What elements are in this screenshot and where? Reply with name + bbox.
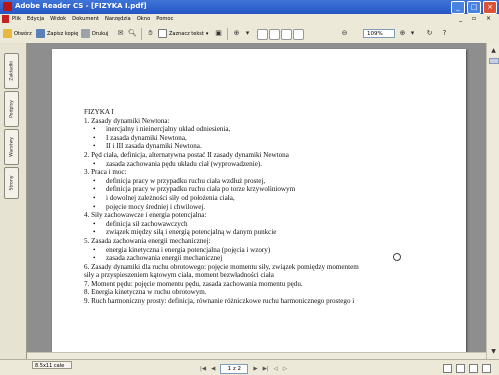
text-line: 1. Zasady dynamiki Newtona: [84,116,170,125]
rotate-icon[interactable]: ↻ [426,29,433,37]
select-text-button[interactable] [158,28,208,39]
menu-help[interactable]: Pomoc [156,16,174,22]
text-line: 2. Pęd ciała, definicja, alternatywna postać II zasady dynamiki Newtona [84,150,289,159]
bullet-item: • II i III zasada dynamiki Newtona. [84,142,359,151]
zoom-menu-icon[interactable]: ▾ [410,29,415,37]
text-line: 5. Zasada zachowania energii mechanicznej: [84,236,211,245]
minimize-button[interactable]: _ [451,1,465,14]
menu-view[interactable]: Widok [50,16,67,22]
bullet-item: • pojęcie mocy średniej i chwilowej. [84,203,359,212]
scroll-down-icon[interactable]: ▼ [491,348,496,355]
bullet-item: • inercjalny i nieinercjalny układ odniesienia, [84,125,359,134]
text-line: 3. Praca i moc: [84,168,127,177]
document-view[interactable] [27,43,486,359]
bullet-item: • zasada zachowania energii mechanicznej [84,254,359,263]
pdf-page [52,49,466,359]
page-size-indicator: 8.5x11 cale [32,361,72,369]
text-line: FIZYKA I [84,108,114,116]
facing-icon[interactable] [469,364,478,373]
help-icon[interactable]: ? [442,29,447,37]
status-bar [0,359,499,375]
page-navigation [200,364,287,374]
fit-visible-icon[interactable] [293,29,304,40]
bullet-item: • zasada zachowania pędu układu ciał (wyprowadzenie). [84,160,359,169]
bullet-item: • związek między siłą i energią potencjalną w danym punkcie [84,228,359,237]
scroll-thumb[interactable] [489,58,499,64]
fit-page-icon[interactable] [269,29,280,40]
bullet-item: • energia kinetyczna i energia potencjalna (pojęcia i wzory) [84,246,359,255]
last-page-button[interactable]: ▶| [262,366,269,372]
continuous-facing-icon[interactable] [482,364,491,373]
previous-view-button[interactable]: ◁ [273,366,278,372]
text-line: 8. Energia kinetyczna w ruchu obrotowym. [84,288,207,297]
bullet-item: • definicja sił zachowawczych [84,220,359,229]
printer-icon [81,29,90,38]
previous-page-button[interactable]: ◀ [211,366,216,372]
title-bar [0,0,499,14]
text-line: 9. Ruch harmoniczny prosty: definicja, równanie różniczkowe ruchu harmonicznego prostego i [84,297,355,306]
toolbar-separator [141,28,142,40]
tab-signatures[interactable] [4,91,19,127]
text-line: 6. Zasady dynamiki dla ruchu obrotowego: pojęcie momentu siły, związek pomiędzy momentem [84,262,359,271]
text-line: siły a przyspieszeniem kątowym ciała, moment bezwładności ciała [84,271,274,280]
fit-width-icon[interactable] [281,29,292,40]
zoom-icon[interactable]: ⊕ [233,29,240,37]
adobe-reader-icon [3,2,12,11]
menu-tools[interactable]: Narzędzia [104,16,131,22]
print-button[interactable] [81,28,108,39]
select-text-label: Zaznacz tekst [169,30,204,37]
tab-signatures-label: Podpisy [9,100,14,118]
continuous-icon[interactable] [456,364,465,373]
menu-window[interactable]: Okno [136,16,151,22]
hand-tool-icon[interactable]: ✋︎ [148,29,153,37]
bullet-item: • definicja pracy w przypadku ruchu ciała wzdłuż prostej, [84,177,359,186]
next-page-button[interactable]: ▶ [253,366,258,372]
scroll-up-icon[interactable]: ▲ [491,47,496,54]
save-copy-button[interactable] [36,28,78,39]
wait-cursor-icon [393,253,401,261]
text-line: 4. Siły zachowawcze i energia potencjalna: [84,211,207,220]
menu-document[interactable]: Dokument [72,16,99,22]
bullet-item: • I zasada dynamiki Newtona, [84,134,359,143]
search-icon[interactable]: 🔍︎ [128,29,137,37]
text-select-icon [158,29,167,38]
menu-edit[interactable]: Edycja [27,16,45,22]
save-copy-label: Zapisz kopię [47,30,79,37]
zoom-out-icon[interactable]: ⊖ [341,29,348,37]
page-layout-buttons [443,364,491,373]
chevron-down-icon[interactable]: ▾ [205,30,209,37]
page-number-field[interactable]: 1 z 2 [220,364,248,374]
zoom-dropdown-icon[interactable]: ▾ [245,29,250,37]
print-label: Drukuj [92,30,109,37]
toolbar-separator [227,28,228,40]
document-icon [2,15,9,23]
tab-pages-label: Strony [9,175,14,191]
vertical-scrollbar[interactable] [486,43,499,359]
close-button[interactable]: × [483,1,497,14]
text-line: 7. Moment pędu: pojęcie momentu pędu, zasada zachowania momentu pędu. [84,279,303,288]
menu-file[interactable]: Plik [12,16,22,22]
tab-layers-label: Warstwy [9,137,14,157]
navigation-pane [0,43,27,359]
save-icon [36,29,45,38]
bullet-item: • definicja pracy w przypadku ruchu ciała po torze krzywoliniowym [84,185,359,194]
tab-layers[interactable] [4,129,19,165]
page-content [84,108,359,306]
tab-bookmarks-label: Zakładki [9,61,14,81]
next-view-button[interactable]: ▷ [282,366,288,372]
bullet-item: • i dowolnej zależności siły od położenia ciała, [84,194,359,203]
open-button[interactable] [3,28,32,39]
single-page-icon[interactable] [443,364,452,373]
zoom-input[interactable]: 109% [363,29,395,38]
toolbar [0,25,499,44]
tab-bookmarks[interactable] [4,53,19,89]
window-title: Adobe Reader CS - [FIZYKA I.pdf] [15,2,147,10]
snapshot-icon[interactable]: ▣ [215,29,222,37]
first-page-button[interactable]: |◀ [200,366,207,372]
maximize-button[interactable]: □ [467,1,481,14]
mdi-controls[interactable]: _ ▫ × [459,15,495,22]
email-icon[interactable]: ✉ [117,29,124,37]
folder-icon [3,29,12,38]
actual-size-icon[interactable] [257,29,268,40]
zoom-in-icon[interactable]: ⊕ [399,29,406,37]
menu-bar [0,14,499,25]
tab-pages[interactable] [4,167,19,199]
open-label: Otwórz [14,30,32,37]
